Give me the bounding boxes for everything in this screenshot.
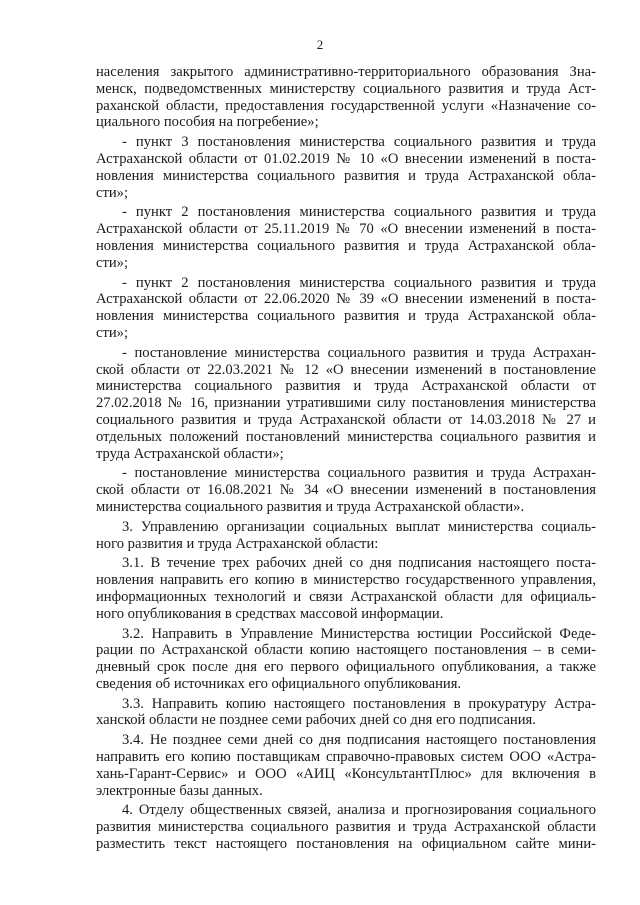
text-line: министерства социального развития и труда Астраханской области». <box>96 498 525 515</box>
paragraph <box>96 134 596 201</box>
paragraph <box>96 626 596 693</box>
text-line: циального пособия на погребение»; <box>96 114 319 131</box>
text-line: отдельных положений постановлений министерства социального развития и <box>96 428 596 445</box>
text-line: новления министерства социального развития и труда Астраханской обла- <box>96 308 596 325</box>
text-line: труда Астраханской области»; <box>96 445 284 462</box>
text-line: новления направить его копию в министерство государственного управления, <box>96 572 596 589</box>
text-line: менск, подведомственных министерству социального развития и труда Аст- <box>96 80 596 97</box>
text-line: сти»; <box>96 324 129 341</box>
text-line: развития министерства социального развития и труда Астраханской области <box>96 819 596 836</box>
text-line: - пункт 2 постановления министерства социального развития и труда <box>122 204 596 221</box>
paragraph <box>96 696 596 730</box>
text-line: сведения об источниках его официального опубликования. <box>96 675 462 692</box>
text-line: социального развития и труда Астраханской области от 14.03.2018 № 27 и <box>96 411 596 428</box>
paragraph <box>96 465 596 515</box>
paragraph <box>96 64 596 131</box>
text-line: 27.02.2018 № 16, признании утратившими силу постановления министерства <box>96 395 596 412</box>
text-line: 3.3. Направить копию настоящего постановления в прокуратуру Астра- <box>122 695 596 712</box>
document-body <box>96 64 596 853</box>
text-line: дневный срок после дня его первого официального опубликования, а также <box>96 659 596 676</box>
text-line: сти»; <box>96 184 129 201</box>
text-line: 3. Управлению организации социальных выплат министерства социаль- <box>122 518 596 535</box>
text-line: сти»; <box>96 254 129 271</box>
text-line: раханской области, предоставления государственной услуги «Назначение со- <box>96 97 596 114</box>
text-line: 3.4. Не позднее семи дней со дня подписания настоящего постановления <box>122 732 596 749</box>
paragraph <box>96 802 596 852</box>
text-line: - постановление министерства социального развития и труда Астрахан- <box>122 465 596 482</box>
text-line: 4. Отделу общественных связей, анализа и прогнозирования социального <box>122 802 596 819</box>
text-line: Астраханской области от 22.06.2020 № 39 «О внесении изменений в поста- <box>96 291 596 308</box>
text-line: ного развития и труда Астраханской области: <box>96 535 379 552</box>
paragraph <box>96 204 596 271</box>
page-number: 2 <box>316 37 324 52</box>
paragraph <box>96 732 596 799</box>
paragraph <box>96 555 596 622</box>
text-line: хань-Гарант-Сервис» и ООО «АИЦ «КонсультантПлюс» для включения в <box>96 765 596 782</box>
text-line: Астраханской области от 25.11.2019 № 70 «О внесении изменений в поста- <box>96 221 596 238</box>
text-line: министерства социального развития и труда Астраханской области от <box>96 378 596 395</box>
text-line: новления министерства социального развития и труда Астраханской обла- <box>96 237 596 254</box>
text-line: 3.2. Направить в Управление Министерства юстиции Российской Феде- <box>122 625 596 642</box>
text-line: 3.1. В течение трех рабочих дней со дня подписания настоящего поста- <box>122 555 596 572</box>
text-line: ской области от 16.08.2021 № 34 «О внесении изменений в постановления <box>96 482 596 499</box>
text-line: Астраханской области от 01.02.2019 № 10 «О внесении изменений в поста- <box>96 150 596 167</box>
paragraph <box>96 519 596 553</box>
text-line: - постановление министерства социального развития и труда Астрахан- <box>122 344 596 361</box>
text-line: - пункт 2 постановления министерства социального развития и труда <box>122 274 596 291</box>
text-line: населения закрытого административно-территориального образования Зна- <box>96 64 596 80</box>
paragraph <box>96 345 596 463</box>
text-line: электронные базы данных. <box>96 782 263 799</box>
text-line: ного опубликования в средствах массовой информации. <box>96 605 444 622</box>
text-line: разместить текст настоящего постановления на официальном сайте мини- <box>96 836 596 853</box>
text-line: рации по Астраханской области копию настоящего постановления – в семи- <box>96 642 596 659</box>
paragraph <box>96 275 596 342</box>
text-line: - пункт 3 постановления министерства социального развития и труда <box>122 134 596 151</box>
text-line: направить его копию поставщикам справочно-правовых систем ООО «Астра- <box>96 749 596 766</box>
text-line: новления министерства социального развития и труда Астраханской обла- <box>96 167 596 184</box>
text-line: информационных технологий и связи Астраханской области для официаль- <box>96 588 596 605</box>
text-line: ханской области не позднее семи рабочих дней со дня его подписания. <box>96 712 536 729</box>
text-line: ской области от 22.03.2021 № 12 «О внесении изменений в постановление <box>96 361 596 378</box>
